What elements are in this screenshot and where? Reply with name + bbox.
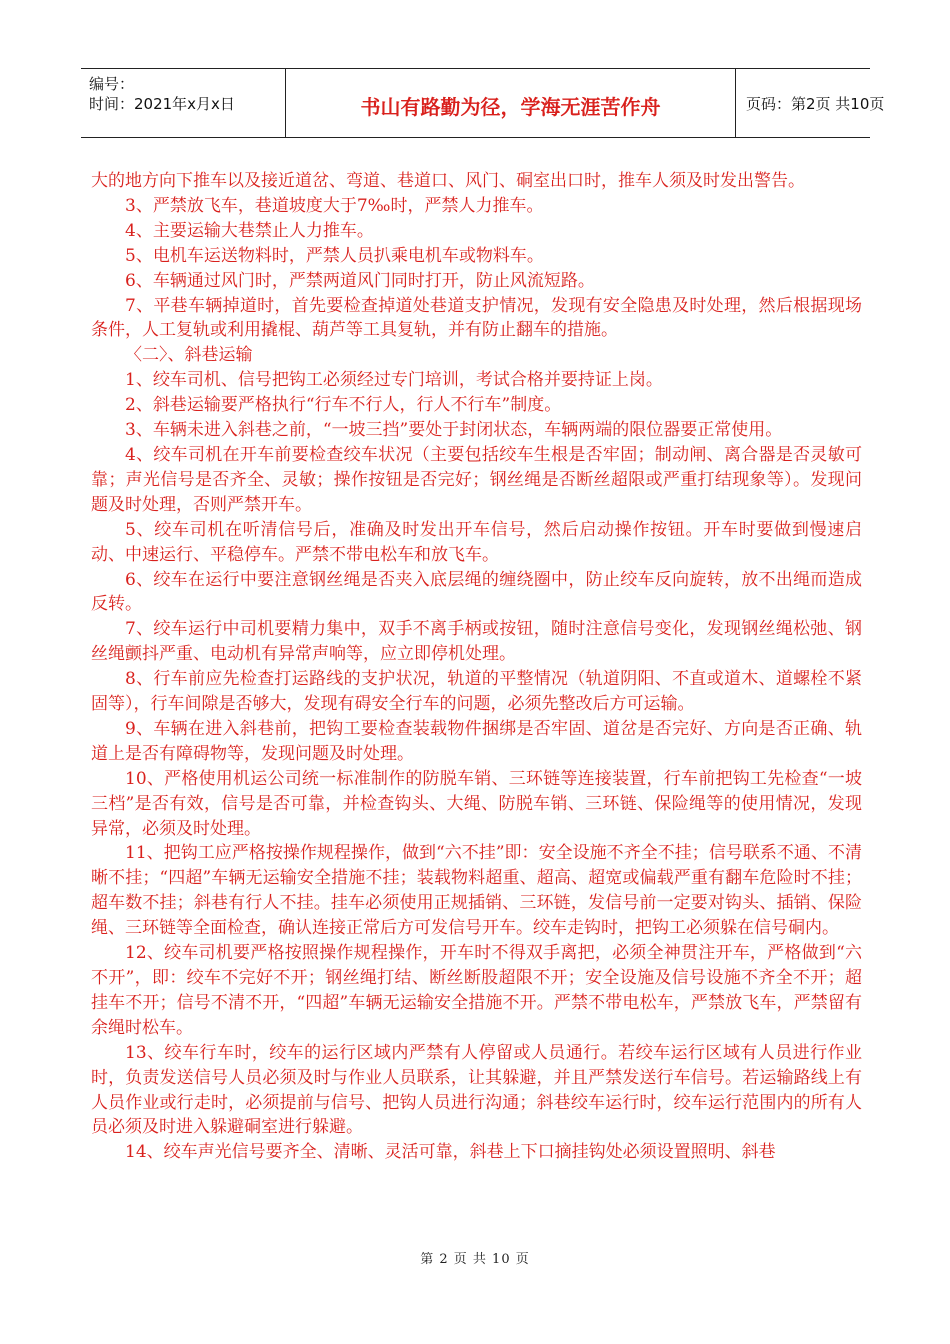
document-number-label: 编号： [89,75,135,93]
header-page-info: 页码：第2页 共10页 [746,95,885,113]
paragraph: 7、绞车运行中司机要精力集中，双手不离手柄或按钮，随时注意信号变化，发现钢丝绳松弛、钢丝绳颤抖严重、电动机有异常声响等，应立即停机处理。 [91,619,862,665]
section-heading: 〈二〉、斜巷运输 [125,345,253,366]
paragraph: 5、电机车运送物料时，严禁人员扒乘电机车或物料车。 [125,245,544,266]
paragraph: 1、绞车司机、信号把钩工必须经过专门培训，考试合格并要持证上岗。 [125,370,663,391]
header-right-cell [736,69,885,137]
paragraph: 6、绞车在运行中要注意钢丝绳是否夹入底层绳的缠绕圈中，防止绞车反向旋转，放不出绳而造成反转。 [91,569,862,615]
paragraph: 9、车辆在进入斜巷前，把钩工要检查装载物件捆绑是否牢固、道岔是否完好、方向是否正确、轨道上是否有障碍物等，发现问题及时处理。 [91,718,862,764]
document-body [91,169,862,1165]
paragraph: 11、把钩工应严格按操作规程操作，做到“六不挂”即：安全设施不齐全不挂；信号联系不通、不清晰不挂；“四超”车辆无运输安全措施不挂；装载物料超重、超高、超宽或偏载严重有翻车危险时不挂；超车数不挂；斜巷有行人不挂。挂车必须使用正规插销、三环链，发信号前一定要对钩头、插销、保险绳、三环链等全面检查，确认连接正常后方可发信号开车。绞车走钩时，把钩工必须躲在信号硐内。 [91,843,862,939]
paragraph: 4、绞车司机在开车前要检查绞车状况（主要包括绞车生根是否牢固；制动闸、离合器是否灵敏可靠；声光信号是否齐全、灵敏；操作按钮是否完好；钢丝绳是否断丝超限或严重打结现象等）。发现问题及时处理，否则严禁开车。 [91,444,862,515]
header-middle-cell [286,69,736,137]
paragraph: 5、绞车司机在听清信号后，准确及时发出开车信号，然后启动操作按钮。开车时要做到慢速启动、中速运行、平稳停车。严禁不带电松车和放飞车。 [91,519,862,565]
paragraph: 4、主要运输大巷禁止人力推车。 [125,220,374,241]
paragraph: 3、车辆未进入斜巷之前，“一坡三挡”要处于封闭状态，车辆两端的限位器要正常使用。 [125,420,783,441]
paragraph: 7、平巷车辆掉道时，首先要检查掉道处巷道支护情况，发现有安全隐患及时处理，然后根据现场条件，人工复轨或利用撬棍、葫芦等工具复轨，并有防止翻车的措施。 [91,295,862,341]
paragraph: 8、行车前应先检查打运路线的支护状况，轨道的平整情况（轨道阴阳、不直或道木、道螺栓不紧固等），行车间隙是否够大，发现有碍安全行车的问题，必须先整改后方可运输。 [91,669,862,715]
paragraph: 13、绞车行车时，绞车的运行区域内严禁有人停留或人员通行。若绞车运行区域有人员进行作业时，负责发送信号人员必须及时与作业人员联系，让其躲避，并且严禁发送行车信号。若运输路线上有人员作业或行走时，必须提前与信号、把钩人员进行沟通；斜巷绞车运行时，绞车运行范围内的所有人员必须及时进入躲避硐室进行躲避。 [91,1042,862,1138]
paragraph: 6、车辆通过风门时，严禁两道风门同时打开，防止风流短路。 [125,270,595,291]
paragraph: 12、绞车司机要严格按照操作规程操作，开车时不得双手离把，必须全神贯注开车，严格做到“六不开”，即：绞车不完好不开；钢丝绳打结、断丝断股超限不开；安全设施及信号设施不齐全不开；超挂车不开；信号不清不开，“四超”车辆无运输安全措施不开。严禁不带电松车，严禁放飞车，严禁留有余绳时松车。 [91,943,862,1038]
paragraph: 3、严禁放飞车，巷道坡度大于7‰时，严禁人力推车。 [125,195,544,216]
header-left-cell [81,69,286,137]
paragraph: 2、斜巷运输要严格执行“行车不行人，行人不行车”制度。 [125,395,562,416]
header-motto: 书山有路勤为径，学海无涯苦作舟 [360,95,661,119]
paragraph: 大的地方向下推车以及接近道岔、弯道、巷道口、风门、硐室出口时，推车人须及时发出警告。 [91,171,805,191]
page-footer: 第 2 页 共 10 页 [420,1252,530,1267]
paragraph: 14、绞车声光信号要齐全、清晰、灵活可靠，斜巷上下口摘挂钩处必须设置照明、斜巷 [125,1142,776,1163]
page-header [81,68,885,138]
paragraph: 10、严格使用机运公司统一标准制作的防脱车销、三环链等连接装置，行车前把钩工先检查“一坡三档”是否有效，信号是否可靠，并检查钩头、大绳、防脱车销、三环链、保险绳等的使用情况，发现异常，必须及时处理。 [91,768,862,839]
document-time-label: 时间：2021年x月x日 [89,95,235,113]
